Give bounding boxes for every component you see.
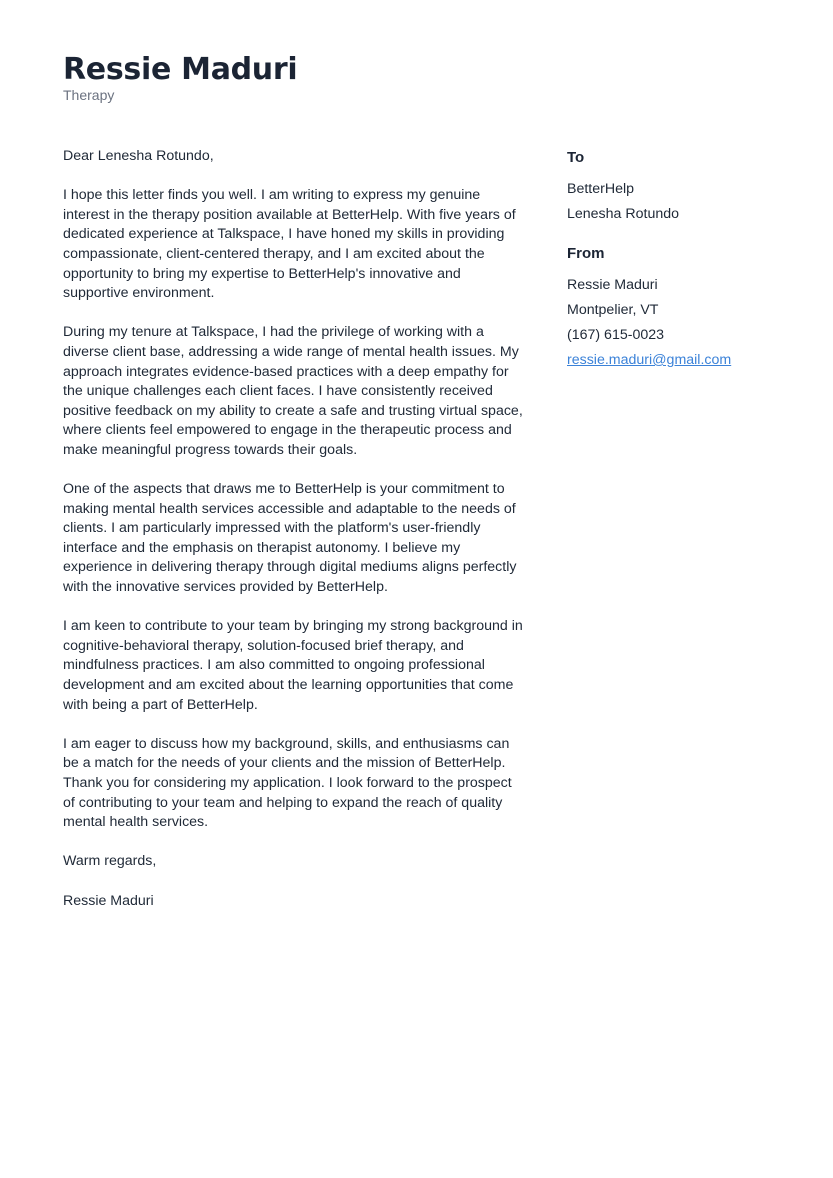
letter-header [63,50,297,104]
letter-paragraph-1: I hope this letter finds you well. I am writing to express my genuine interest in the therapy position available at BetterHelp. With five years of dedicated experience at Talkspace, I have honed my skills in providing compassionate, client-centered therapy, and I am excited about the opportunity to bring my expertise to BetterHelp's innovative and supportive environment. [63,187,516,302]
sender-email-line [567,348,787,373]
to-section [567,147,787,227]
from-heading: From [567,245,605,262]
letter-body [63,147,525,931]
to-heading: To [567,149,585,166]
letter-paragraph-3: One of the aspects that draws me to BetterHelp is your commitment to making mental health services accessible and adaptable to the needs of clients. I am particularly impressed with the platform's user-friendly interface and the emphasis on therapist autonomy. I believe my experience in delivering therapy through digital mediums aligns perfectly with the innovative services provided by BetterHelp. [63,481,517,596]
sender-phone: (167) 615-0023 [567,327,665,343]
contact-sidebar [567,147,787,389]
letter-paragraph-4: I am keen to contribute to your team by bringing my strong background in cognitive-behavioral therapy, solution-focused brief therapy, and mindfulness practices. I am also committed to ongoing professional development and am excited about the learning opportunities that come with being a part of BetterHelp. [63,618,523,713]
sender-email-link[interactable]: ressie.maduri@gmail.com [567,352,732,368]
recipient-name: Lenesha Rotundo [567,206,680,222]
letter-paragraph-5: I am eager to discuss how my background, skills, and enthusiasms can be a match for the needs of your clients and the mission of BetterHelp. Thank you for considering my application. I look forward to the prospect of contributing to your team and helping to expand the reach of quality mental health services. [63,735,512,831]
letter-paragraph-2: During my tenure at Talkspace, I had the privilege of working with a diverse client base, addressing a wide range of mental health issues. My approach integrates evidence-based practices with a deep empathy for the unique challenges each client faces. I have consistently received positive feedback on my ability to create a safe and trusting virtual space, where clients feel empowered to engage in the therapeutic process and make meaningful progress towards their goals. [63,324,523,458]
closing: Warm regards, [63,853,157,870]
from-section [567,243,787,373]
recipient-company: BetterHelp [567,181,635,197]
sender-location: Montpelier, VT [567,302,659,318]
applicant-role: Therapy [63,87,115,103]
signature: Ressie Maduri [63,892,154,909]
sender-name: Ressie Maduri [567,277,658,293]
salutation: Dear Lenesha Rotundo, [63,148,214,164]
applicant-name: Ressie Maduri [63,52,298,87]
